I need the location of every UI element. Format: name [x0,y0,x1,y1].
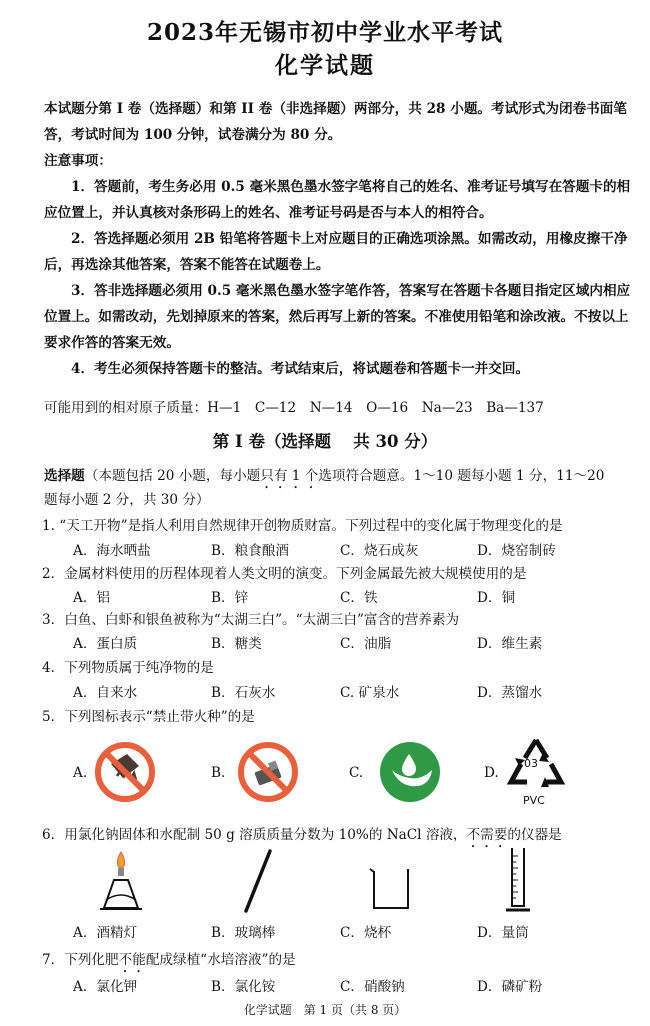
no-fire-source-icon [93,740,157,804]
q3-option-d: D．维生素 [477,636,543,652]
q2-option-b: B．锌 [211,590,249,606]
q7-option-d: D．磷矿粉 [477,979,543,995]
q5-option-c: C. [349,765,364,781]
q4-option-c: C. 矿泉水 [340,685,400,701]
q6-stem-b: 的仪器是 [507,827,562,843]
q6-stem-a: 6．用氯化钠固体和水配制 50 g 溶质质量分数为 10%的 NaCl 溶液， [42,827,467,843]
q5-stem: 5．下列图标表示“禁止带火种”的是 [42,709,255,725]
q6-emphasis: 不需要 [466,827,508,843]
choice-head: 选择题 [44,468,85,484]
q6-option-b: B．玻璃棒 [211,925,276,941]
q2-option-a: A．铝 [73,590,111,606]
q2-option-d: D．铜 [477,590,516,606]
q1-option-b: B．粮食酿酒 [211,543,289,559]
q4-option-d: D．蒸馏水 [477,685,543,701]
q7-stem-a: 7．下列化肥 [42,952,119,968]
q7-emphasis: 不能 [118,952,146,968]
beaker-icon [366,866,414,912]
recycle-code: 03 [524,757,538,770]
q6-option-d: D．量筒 [477,925,529,941]
q2-option-c: C．铁 [340,590,378,606]
choice-text-b: 选项符合题意。1～10 题每小题 1 分，11～20 [318,468,605,484]
recycle-label: PVC [523,794,545,807]
water-saving-icon [378,740,442,804]
notice-1: 1．答题前，考生务必用 0.5 毫米黑色墨水签字笔将自己的姓名、准考证号填写在答题卡的相应位置上，并认真核对条形码上的姓名、准考证号码是否与本人的相符合。 [44,179,631,221]
q7-option-b: B．氯化铵 [211,979,276,995]
q5-option-b: B. [211,765,226,781]
q1-stem: 1. “天工开物”是指人利用自然规律开创物质财富。下列过程中的变化属于物理变化的是 [42,518,563,534]
choice-instructions-2: 题每小题 2 分，共 30 分） [44,492,210,508]
choice-emphasis: 只有 1 个 [260,468,319,484]
q3-stem: 3．白鱼、白虾和银鱼被称为“太湖三白”。“太湖三白”富含的营养素为 [42,612,460,628]
exam-title: 2023年无锡市初中学业水平考试 [146,19,503,46]
q4-stem: 4．下列物质属于纯净物的是 [42,660,214,676]
q7-stem-b: 配成绿植“水培溶液”的是 [145,952,296,968]
notice-heading: 注意事项： [44,153,112,169]
q3-option-a: A．蛋白质 [73,636,138,652]
q6-option-c: C．烧杯 [340,925,392,941]
notice-2: 2．答选择题必须用 2B 铅笔将答题卡上对应题目的正确选项涂黑。如需改动，用橡皮擦干净后，再选涂其他答案，答案不能答在试题卷上。 [44,231,628,273]
q6-stem [42,823,562,851]
exam-subtitle: 化学试题 [275,52,375,79]
q7-stem [42,948,296,976]
choice-text-a: （本题包括 20 小题，每小题 [84,468,261,484]
exam-intro: 本试题分第 I 卷（选择题）和第 II 卷（非选择题）两部分，共 28 小题。考试形式为闭卷书面笔答，考试时间为 100 分钟，试卷满分为 80 分。 [44,101,627,143]
no-lighter-icon [236,740,300,804]
q4-option-a: A．自来水 [73,685,138,701]
q7-option-c: C．硝酸钠 [340,979,405,995]
q3-option-b: B．糖类 [211,636,262,652]
q2-stem: 2．金属材料使用的历程体现着人类文明的演变。下列金属最先被大规模使用的是 [42,566,527,582]
q5-option-d: D. [484,765,499,781]
notice-3: 3．答非选择题必须用 0.5 毫米黑色墨水签字笔作答，答案写在答题卡各题目指定区域内相应位置上。如需改动，先划掉原来的答案，然后再写上新的答案。不准使用铅笔和涂改液。不按以上要求作答的答案无效。 [44,283,631,351]
page-footer: 化学试题 第 1 页（共 8 页） [243,1003,407,1017]
graduated-cylinder-icon [502,846,534,914]
q7-option-a: A．氯化钾 [73,979,138,995]
atomic-mass-line: 可能用到的相对原子质量：H—1 C—12 N—14 O—16 Na—23 Ba—137 [44,400,544,416]
q5-option-a: A. [73,765,88,781]
section-title: 第 I 卷（选择题 共 30 分） [212,432,438,451]
q3-option-c: C．油脂 [340,636,392,652]
q6-option-a: A．酒精灯 [73,925,138,941]
q1-option-c: C．烧石成灰 [340,543,419,559]
q4-option-b: B．石灰水 [211,685,276,701]
notice-4: 4．考生必须保持答题卡的整洁。考试结束后，将试题卷和答题卡一并交回。 [71,361,530,377]
q1-option-d: D．烧窑制砖 [477,543,556,559]
alcohol-lamp-icon [96,850,146,912]
glass-rod-icon [238,848,278,914]
q1-option-a: A．海水晒盐 [73,543,151,559]
